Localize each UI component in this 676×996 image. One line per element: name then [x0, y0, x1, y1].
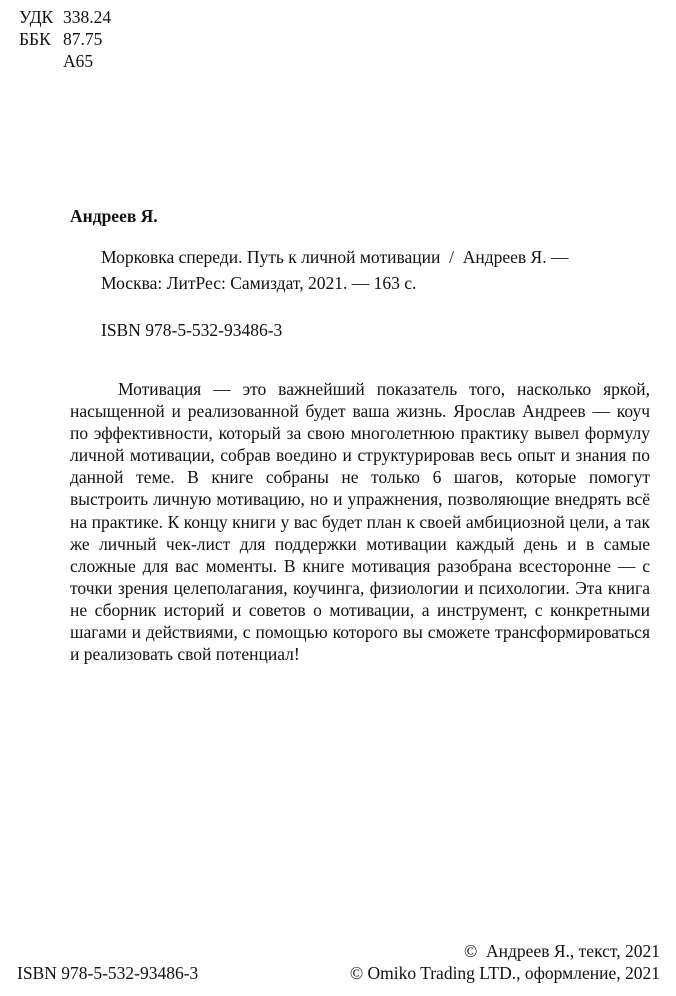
copyright-design-line: © Omiko Trading LTD., оформление, 2021 — [349, 963, 660, 983]
classification-block — [19, 6, 111, 72]
author-mark: А65 — [63, 51, 94, 71]
author-heading: Андреев Я. — [70, 206, 158, 226]
annotation-paragraph: Мотивация — это важнейший показатель того, насколько яркой, насыщенной и реализованной будет ваша жизнь. Ярослав Андреев — коуч по эффективности, который за свою многолетнюю практику вывел формулу личной мотивации, собрав воедино и структурировав весь опыт и знания по данной теме. В книге собраны не только 6 шагов, которые помогут выстроить личную мотивацию, но и упражнения, позволяющие внедрять всё на практике. К концу книги у вас будет план к своей амбициозной цели, а так же личный чек-лист для поддержки мотивации каждый день и в самые сложные для вас моменты. В книге мотивация разобрана всесторонне — с точки зрения целеполагания, коучинга, физиологии и психологии. Эта книга не сборник историй и советов о мотивации, а инструмент, с конкретными шагами и действиями, с помощью которого вы сможете трансформироваться и реализовать свой потенциал! — [70, 379, 650, 665]
copyright-text-line: © Андреев Я., текст, 2021 — [463, 941, 660, 961]
udk-row — [19, 6, 111, 28]
udk-value: 338.24 — [63, 7, 112, 27]
author-mark-row — [19, 50, 111, 72]
isbn: ISBN 978-5-532-93486-3 — [101, 320, 283, 340]
bibliographic-imprint-line: Москва: ЛитРес: Самиздат, 2021. — 163 с. — [101, 273, 417, 293]
copyright-block — [350, 940, 660, 984]
footer-isbn: ISBN 978-5-532-93486-3 — [17, 963, 199, 983]
author-mark-spacer — [19, 50, 63, 72]
udk-label: УДК — [19, 7, 54, 27]
bibliographic-description — [101, 244, 651, 296]
bbk-label: ББК — [19, 29, 51, 49]
bbk-value: 87.75 — [63, 29, 103, 49]
bibliographic-title-line: Морковка спереди. Путь к личной мотивации / Андреев Я. — — [101, 247, 569, 267]
bbk-row — [19, 28, 111, 50]
